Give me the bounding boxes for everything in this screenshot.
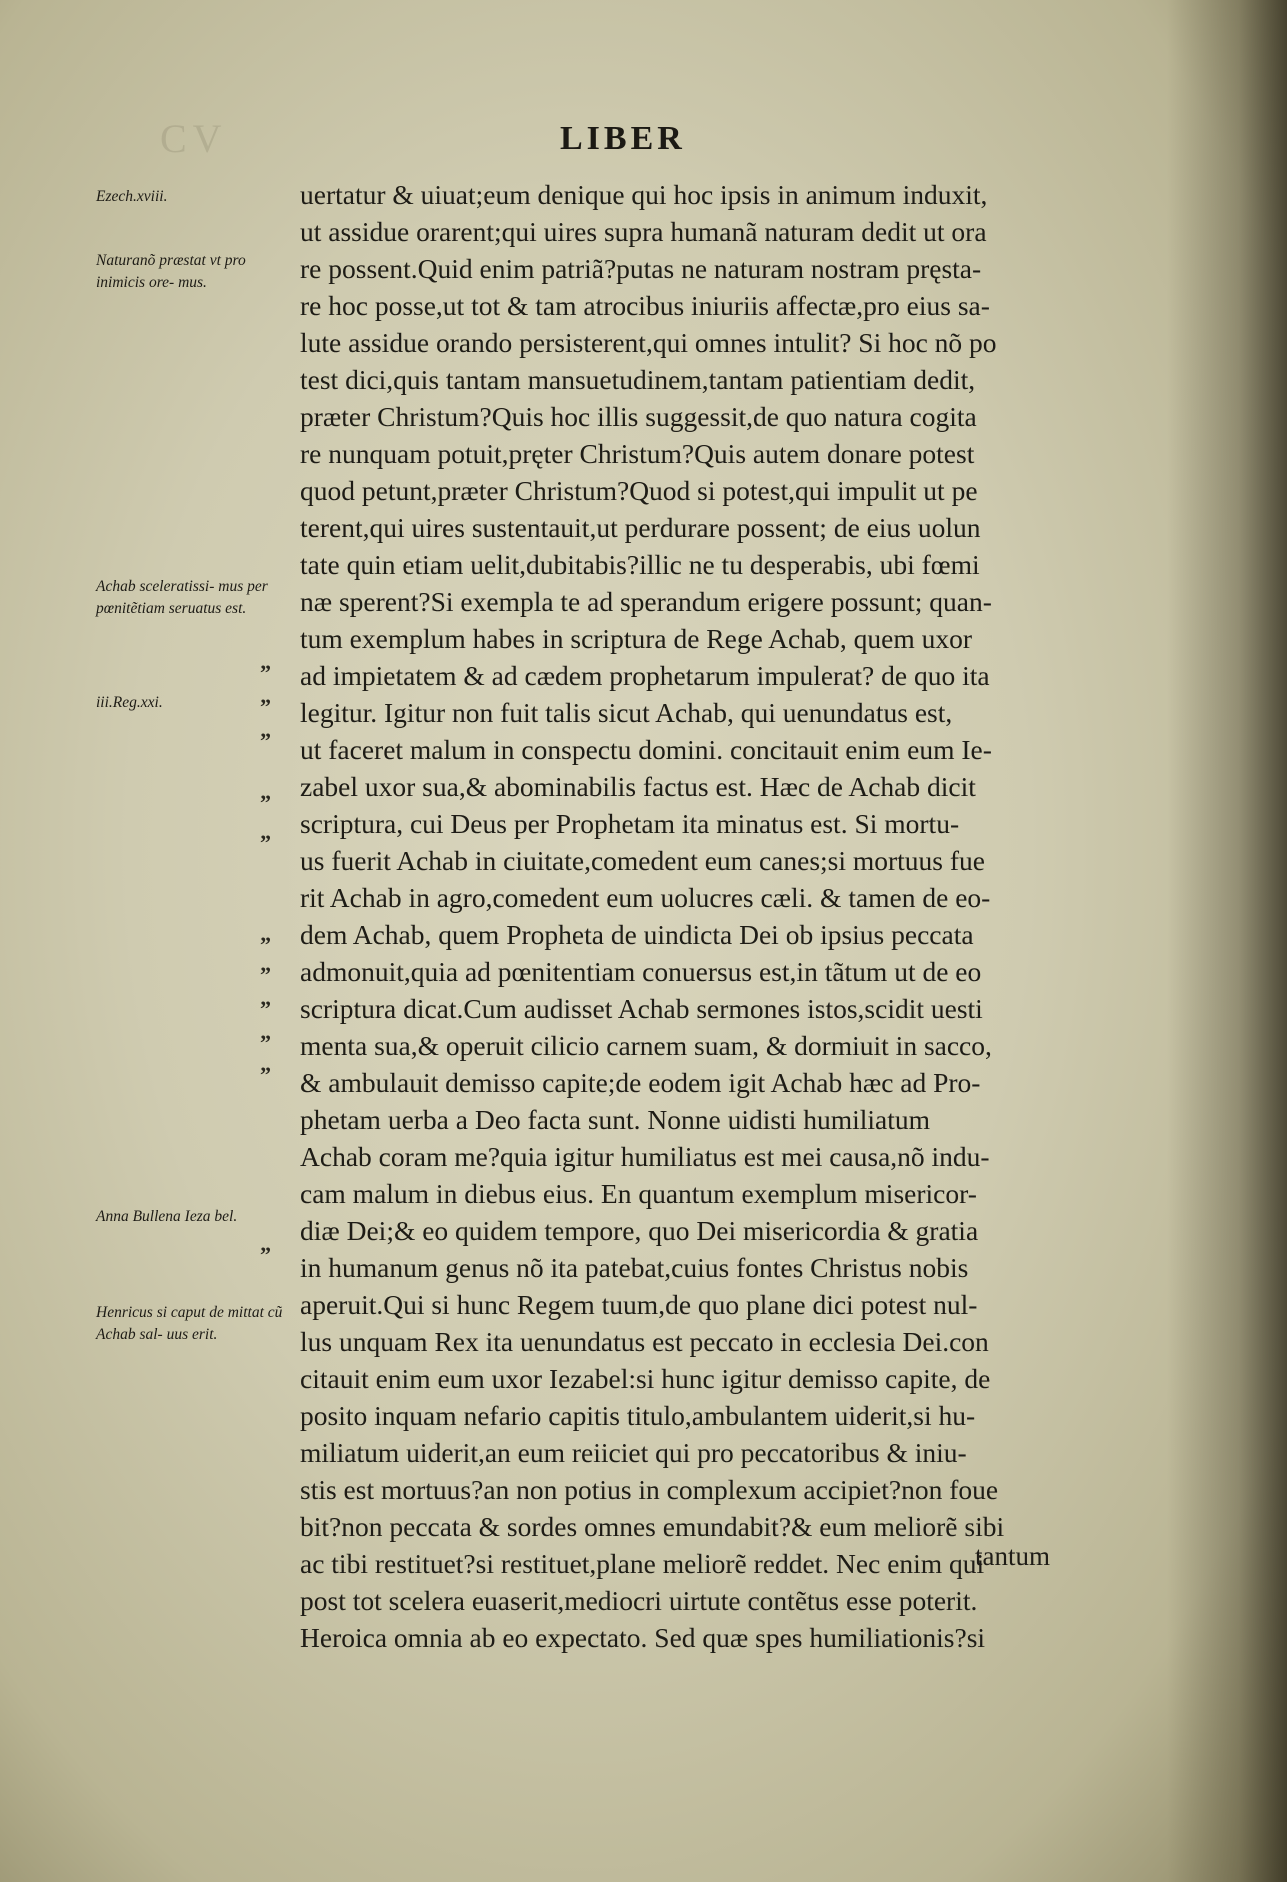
text-line: re nunquam potuit,pręter Christum?Quis autem donare potest	[300, 438, 975, 469]
text-line: re possent.Quid enim patriã?putas ne naturam nostram pręsta-	[300, 253, 982, 284]
margin-note: Ezech.xviii.	[96, 188, 168, 205]
text-line: post tot scelera euaserit,mediocri uirtute contẽtus esse poterit.	[300, 1585, 978, 1616]
text-line: admonuit,quia ad pœnitentiam conuersus est,in tãtum ut de eo	[300, 956, 982, 987]
margin-note: Henricus si caput de mittat cũ Achab sal- uus erit.	[96, 1304, 283, 1343]
text-line: ac tibi restituet?si restituet,plane meliorẽ reddet. Nec enim qui	[300, 1548, 985, 1579]
quotation-mark: ”	[260, 660, 271, 685]
text-line: tum exemplum habes in scriptura de Rege Achab, quem uxor	[300, 623, 973, 654]
text-line: terent,qui uires sustentauit,ut perdurare possent; de eius uolun	[300, 512, 981, 543]
margin-note: iii.Reg.xxi.	[96, 694, 163, 711]
text-line: ut assidue orarent;qui uires supra humanã naturam dedit ut ora	[300, 216, 987, 247]
quotation-mark: ”	[260, 830, 271, 855]
text-line: ut faceret malum in conspectu domini. concitauit enim eum Ie-	[300, 734, 992, 765]
text-line: dem Achab, quem Propheta de uindicta Dei ob ipsius peccata	[300, 919, 974, 950]
text-line: posito inquam nefario capitis titulo,ambulantem uiderit,si hu-	[300, 1400, 976, 1431]
quotation-mark: ”	[260, 962, 271, 987]
main-text	[300, 176, 1150, 1656]
quotation-mark: ”	[260, 932, 271, 957]
quotation-mark: ”	[260, 728, 271, 753]
text-line: stis est mortuus?an non potius in complexum accipiet?non foue	[300, 1474, 999, 1505]
text-line: Achab coram me?quia igitur humiliatus est mei causa,nõ indu-	[300, 1141, 990, 1172]
text-line: us fuerit Achab in ciuitate,comedent eum canes;si mortuus fue	[300, 845, 986, 876]
quotation-mark: ”	[260, 1242, 271, 1267]
text-line: aperuit.Qui si hunc Regem tuum,de quo plane dici potest nul-	[300, 1289, 978, 1320]
quotation-mark: ”	[260, 1062, 271, 1087]
text-line: Heroica omnia ab eo expectato. Sed quæ spes humiliationis?si	[300, 1622, 986, 1653]
quotation-mark: ”	[260, 790, 271, 815]
text-line: quod petunt,præter Christum?Quod si potest,qui impulit ut pe	[300, 475, 978, 506]
text-line: rit Achab in agro,comedent eum uolucres cæli. & tamen de eo-	[300, 882, 991, 913]
quotation-mark: ”	[260, 694, 271, 719]
quotation-mark: ”	[260, 1030, 271, 1055]
margin-note: Achab sceleratissi- mus per pœnitẽtiam seruatus est.	[96, 578, 268, 617]
margin-note: Anna Bullena Ieza bel.	[96, 1208, 238, 1225]
text-line: & ambulauit demisso capite;de eodem igit Achab hæc ad Pro-	[300, 1067, 981, 1098]
text-line: menta sua,& operuit cilicio carnem suam, & dormiuit in sacco,	[300, 1030, 992, 1061]
margin-note: Naturanõ præstat vt pro inimicis ore- mus.	[96, 252, 246, 291]
text-line: næ sperent?Si exempla te ad sperandum erigere possunt; quan-	[300, 586, 992, 617]
quotation-mark: ”	[260, 996, 271, 1021]
gutter-shadow	[1167, 0, 1287, 1882]
text-line: bit?non peccata & sordes omnes emundabit?& eum meliorẽ sibi	[300, 1511, 1005, 1542]
running-head: LIBER	[560, 120, 686, 157]
text-line: scriptura dicat.Cum audisset Achab sermones istos,scidit uesti	[300, 993, 983, 1024]
text-line: legitur. Igitur non fuit talis sicut Achab, qui uenundatus est,	[300, 697, 953, 728]
text-line: uertatur & uiuat;eum denique qui hoc ipsis in animum induxit,	[300, 179, 988, 210]
text-line: lute assidue orando persisterent,qui omnes intulit? Si hoc nõ po	[300, 327, 997, 358]
text-line: citauit enim eum uxor Iezabel:si hunc igitur demisso capite, de	[300, 1363, 991, 1394]
text-line: phetam uerba a Deo facta sunt. Nonne uidisti humiliatum	[300, 1104, 931, 1135]
text-line: ad impietatem & ad cædem prophetarum impulerat? de quo ita	[300, 660, 990, 691]
catchword: tantum	[975, 1541, 1050, 1571]
text-line: scriptura, cui Deus per Prophetam ita minatus est. Si mortu-	[300, 808, 960, 839]
text-line: cam malum in diebus eius. En quantum exemplum misericor-	[300, 1178, 977, 1209]
show-through-text: CV	[160, 116, 228, 161]
text-line: tate quin etiam uelit,dubitabis?illic ne tu desperabis, ubi fœmi	[300, 549, 980, 580]
text-line: re hoc posse,ut tot & tam atrocibus iniuriis affectæ,pro eius sa-	[300, 290, 990, 321]
text-line: miliatum uiderit,an eum reiiciet qui pro peccatoribus & iniu-	[300, 1437, 967, 1468]
text-line: præter Christum?Quis hoc illis suggessit,de quo natura cogita	[300, 401, 977, 432]
text-line: test dici,quis tantam mansuetudinem,tantam patientiam dedit,	[300, 364, 976, 395]
text-line: zabel uxor sua,& abominabilis factus est. Hæc de Achab dicit	[300, 771, 976, 802]
text-line: diæ Dei;& eo quidem tempore, quo Dei misericordia & gratia	[300, 1215, 979, 1246]
text-line: lus unquam Rex ita uenundatus est peccato in ecclesia Dei.con	[300, 1326, 989, 1357]
text-line: in humanum genus nõ ita patebat,cuius fontes Christus nobis	[300, 1252, 969, 1283]
